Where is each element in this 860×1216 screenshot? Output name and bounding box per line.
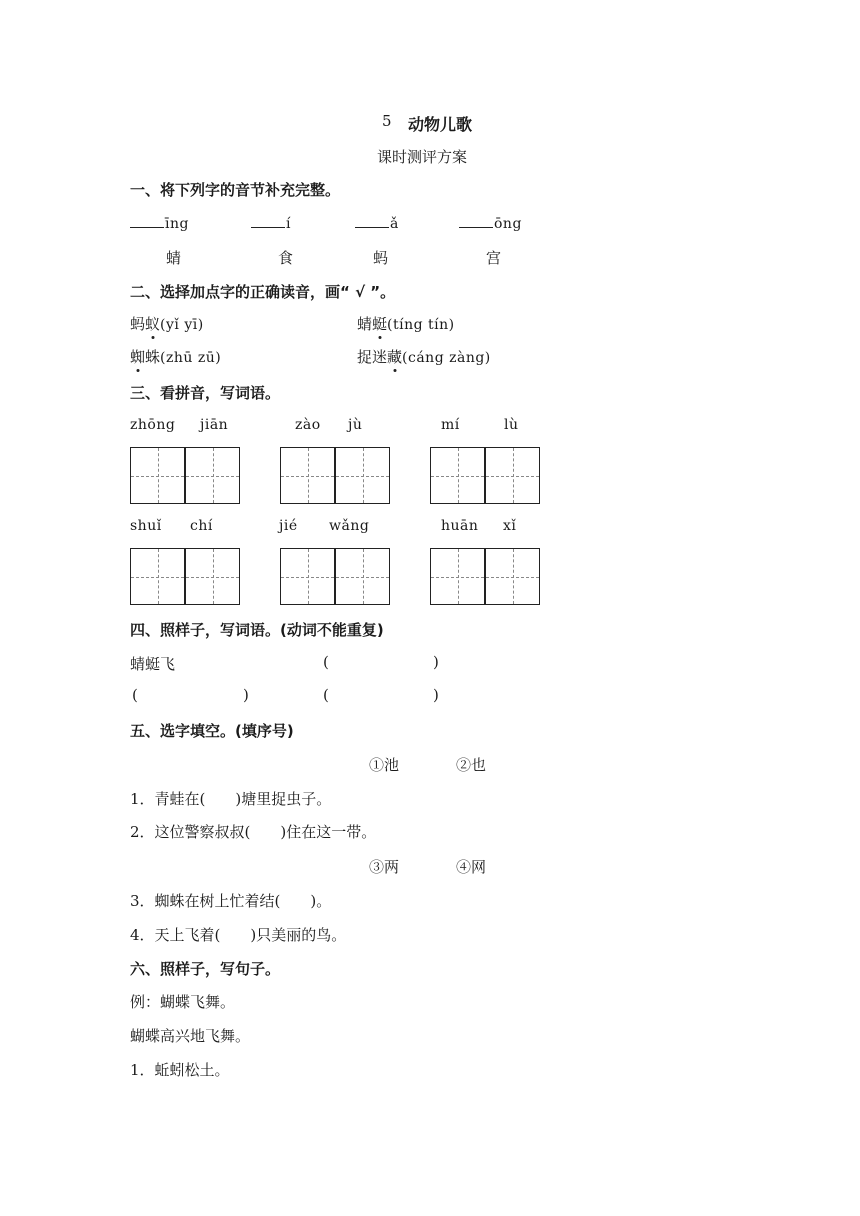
reading-item-1 <box>130 313 204 334</box>
reading-options[interactable]: (yǐ yī) <box>160 317 204 333</box>
question-1[interactable]: 1．青蛙在( )塘里捉虫子。 <box>130 790 332 808</box>
pinyin-label: zhōng <box>130 417 176 433</box>
char-4: 宫 <box>486 249 502 267</box>
pinyin-tail: ǎ <box>390 216 399 232</box>
section1-title: 一、将下列字的音节补充完整。 <box>130 181 341 199</box>
reading-options[interactable]: (zhū zū) <box>160 350 222 366</box>
reading-options[interactable]: (cáng zàng) <box>402 350 491 366</box>
pinyin-tail: ōng <box>494 216 522 232</box>
char-3: 蚂 <box>373 249 389 267</box>
option-a: ①池 <box>369 756 400 774</box>
reading-item-4 <box>357 346 491 367</box>
reading-item-2 <box>357 313 455 334</box>
example-label: 例：蝴蝶飞舞。 <box>130 993 236 1011</box>
pinyin-label: huān <box>441 518 479 534</box>
answer-blank[interactable] <box>333 653 429 671</box>
writing-grid[interactable] <box>280 447 390 504</box>
pinyin-tail: í <box>286 216 291 232</box>
subtitle: 课时测评方案 <box>377 148 468 166</box>
paren-close: ) <box>433 653 439 671</box>
pinyin-blank-4[interactable] <box>459 214 522 232</box>
option-a: ③两 <box>369 858 400 876</box>
paren-open: ( <box>132 686 138 704</box>
dotted-char: 蚁 <box>145 315 161 333</box>
paren-close: ) <box>433 686 439 704</box>
example-word: 蜻蜓飞 <box>130 655 176 673</box>
dotted-char: 蜓 <box>372 315 388 333</box>
pinyin-label: wǎng <box>329 518 370 534</box>
pinyin-label: mí <box>441 417 460 433</box>
pinyin-tail: īng <box>165 216 189 232</box>
writing-grid[interactable] <box>130 447 240 504</box>
pinyin-label: xǐ <box>503 518 517 534</box>
question-2[interactable]: 2．这位警察叔叔( )住在这一带。 <box>130 823 377 841</box>
example-answer: 蝴蝶高兴地飞舞。 <box>130 1027 251 1045</box>
word-prefix: 蜻 <box>357 315 373 333</box>
lesson-number: 5 <box>382 112 392 130</box>
paren-open: ( <box>323 686 329 704</box>
pinyin-label: zào <box>295 417 321 433</box>
section6-title: 六、照样子，写句子。 <box>130 960 281 978</box>
fill-line[interactable] <box>459 214 493 228</box>
pinyin-label: shuǐ <box>130 518 162 534</box>
section3-title: 三、看拼音，写词语。 <box>130 384 281 402</box>
question-3[interactable]: 3．蜘蛛在树上忙着结( )。 <box>130 892 332 910</box>
question-4[interactable]: 4．天上飞着( )只美丽的鸟。 <box>130 926 347 944</box>
writing-grid[interactable] <box>280 548 390 605</box>
pinyin-blank-2[interactable] <box>251 214 291 232</box>
pinyin-label: chí <box>190 518 213 534</box>
section2-title: 二、选择加点字的正确读音，画“ √ ”。 <box>130 283 396 301</box>
dotted-char: 蜘 <box>130 348 146 366</box>
answer-blank[interactable] <box>333 686 429 704</box>
reading-item-3 <box>130 346 221 367</box>
section4-title: 四、照样子，写词语。(动词不能重复) <box>130 621 384 639</box>
writing-grid[interactable] <box>130 548 240 605</box>
section5-title: 五、选字填空。(填序号) <box>130 722 294 740</box>
option-b: ④网 <box>456 858 487 876</box>
fill-line[interactable] <box>251 214 285 228</box>
paren-open: ( <box>323 653 329 671</box>
writing-grid[interactable] <box>430 548 540 605</box>
pinyin-blank-1[interactable] <box>130 214 189 232</box>
pinyin-label: jiān <box>200 417 229 433</box>
writing-grid[interactable] <box>430 447 540 504</box>
word-suffix: 蛛 <box>145 348 161 366</box>
pinyin-label: jù <box>348 417 363 433</box>
word-prefix: 蚂 <box>130 315 146 333</box>
option-b: ②也 <box>456 756 487 774</box>
answer-blank[interactable] <box>142 686 238 704</box>
char-2: 食 <box>278 249 294 267</box>
paren-close: ) <box>243 686 249 704</box>
reading-options[interactable]: (tíng tín) <box>387 317 455 333</box>
sentence-question-1: 1．蚯蚓松土。 <box>130 1061 230 1079</box>
fill-line[interactable] <box>130 214 164 228</box>
pinyin-label: jié <box>279 518 298 534</box>
dotted-char: 藏 <box>387 348 403 366</box>
char-1: 蜻 <box>166 249 182 267</box>
fill-line[interactable] <box>355 214 389 228</box>
pinyin-blank-3[interactable] <box>355 214 399 232</box>
lesson-title: 动物儿歌 <box>408 115 473 134</box>
pinyin-label: lù <box>504 417 519 433</box>
word-prefix: 捉迷 <box>357 348 388 366</box>
